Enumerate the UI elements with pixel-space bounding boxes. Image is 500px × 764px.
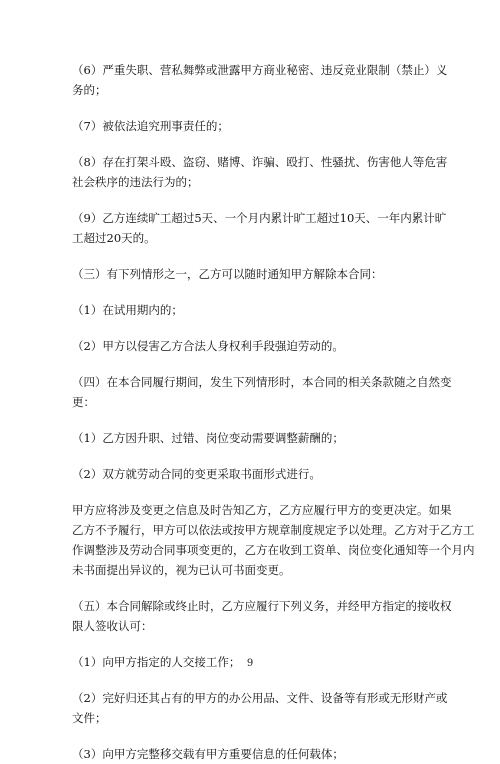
text-line: （8）存在打架斗殴、盗窃、赌博、诈骗、殴打、性骚扰、伤害他人等危害	[72, 155, 448, 169]
text-line: 乙方不予履行，甲方可以依法或按甲方规章制度规定予以处理。乙方对于乙方工	[72, 523, 475, 537]
text-line: （1）乙方因升职、过错、岗位变动需要调整薪酬的；	[72, 431, 344, 445]
paragraph	[72, 500, 475, 580]
text-line: （2）甲方以侵害乙方合法人身权利手段强迫劳动的。	[72, 339, 344, 353]
paragraph	[72, 300, 428, 320]
text-line: （五）本合同解除或终止时，乙方应履行下列义务，并经甲方指定的接收权	[72, 599, 452, 613]
paragraph	[72, 688, 448, 728]
text-line: 文件；	[72, 711, 107, 725]
text-line: 社会秩序的违法行为的；	[72, 175, 199, 189]
text-line: （四）在本合同履行期间，发生下列情形时，本合同的相关条款随之自然变	[72, 375, 452, 389]
text-line: 更：	[72, 395, 95, 409]
paragraph	[72, 60, 448, 100]
text-line: 限人签收认可：	[72, 619, 153, 633]
text-line: （3）向甲方完整移交载有甲方重要信息的任何载体；	[72, 747, 344, 761]
text-line: 务的；	[72, 83, 107, 97]
paragraph	[72, 372, 452, 412]
text-line: （9）乙方连续旷工超过5天、一个月内累计旷工超过10天、一年内累计旷	[72, 211, 447, 225]
text-line: 未书面提出异议的，视为已认可书面变更。	[72, 563, 291, 577]
paragraph	[72, 428, 428, 448]
text-line: （6）严重失职、营私舞弊或泄露甲方商业秘密、违反竞业限制（禁止）义	[72, 63, 448, 77]
text-line: （2）双方就劳动合同的变更采取书面形式进行。	[72, 467, 321, 481]
text-line: 工超过20天的。	[72, 231, 156, 245]
text-line: （2）完好归还其占有的甲方的办公用品、文件、设备等有形或无形财产或	[72, 691, 448, 705]
paragraph	[72, 264, 428, 284]
paragraph	[72, 464, 428, 484]
text-line: 甲方应将涉及变更之信息及时告知乙方，乙方应履行甲方的变更决定。如果	[72, 503, 452, 517]
paragraph	[72, 336, 428, 356]
paragraph	[72, 596, 452, 636]
page-number: 9	[246, 658, 254, 669]
paragraph	[72, 116, 428, 136]
text-line: （1）向甲方指定的人交接工作；	[72, 655, 241, 669]
text-line: （7）被依法追究刑事责任的；	[72, 119, 229, 133]
paragraph	[72, 208, 447, 248]
text-line: 作调整涉及劳动合同事项变更的，乙方在收到工资单、岗位变化通知等一个月内	[72, 543, 475, 557]
text-line: （1）在试用期内的；	[72, 303, 183, 317]
paragraph	[72, 744, 428, 764]
paragraph	[72, 152, 448, 192]
text-line: （三）有下列情形之一，乙方可以随时通知甲方解除本合同：	[72, 267, 383, 281]
